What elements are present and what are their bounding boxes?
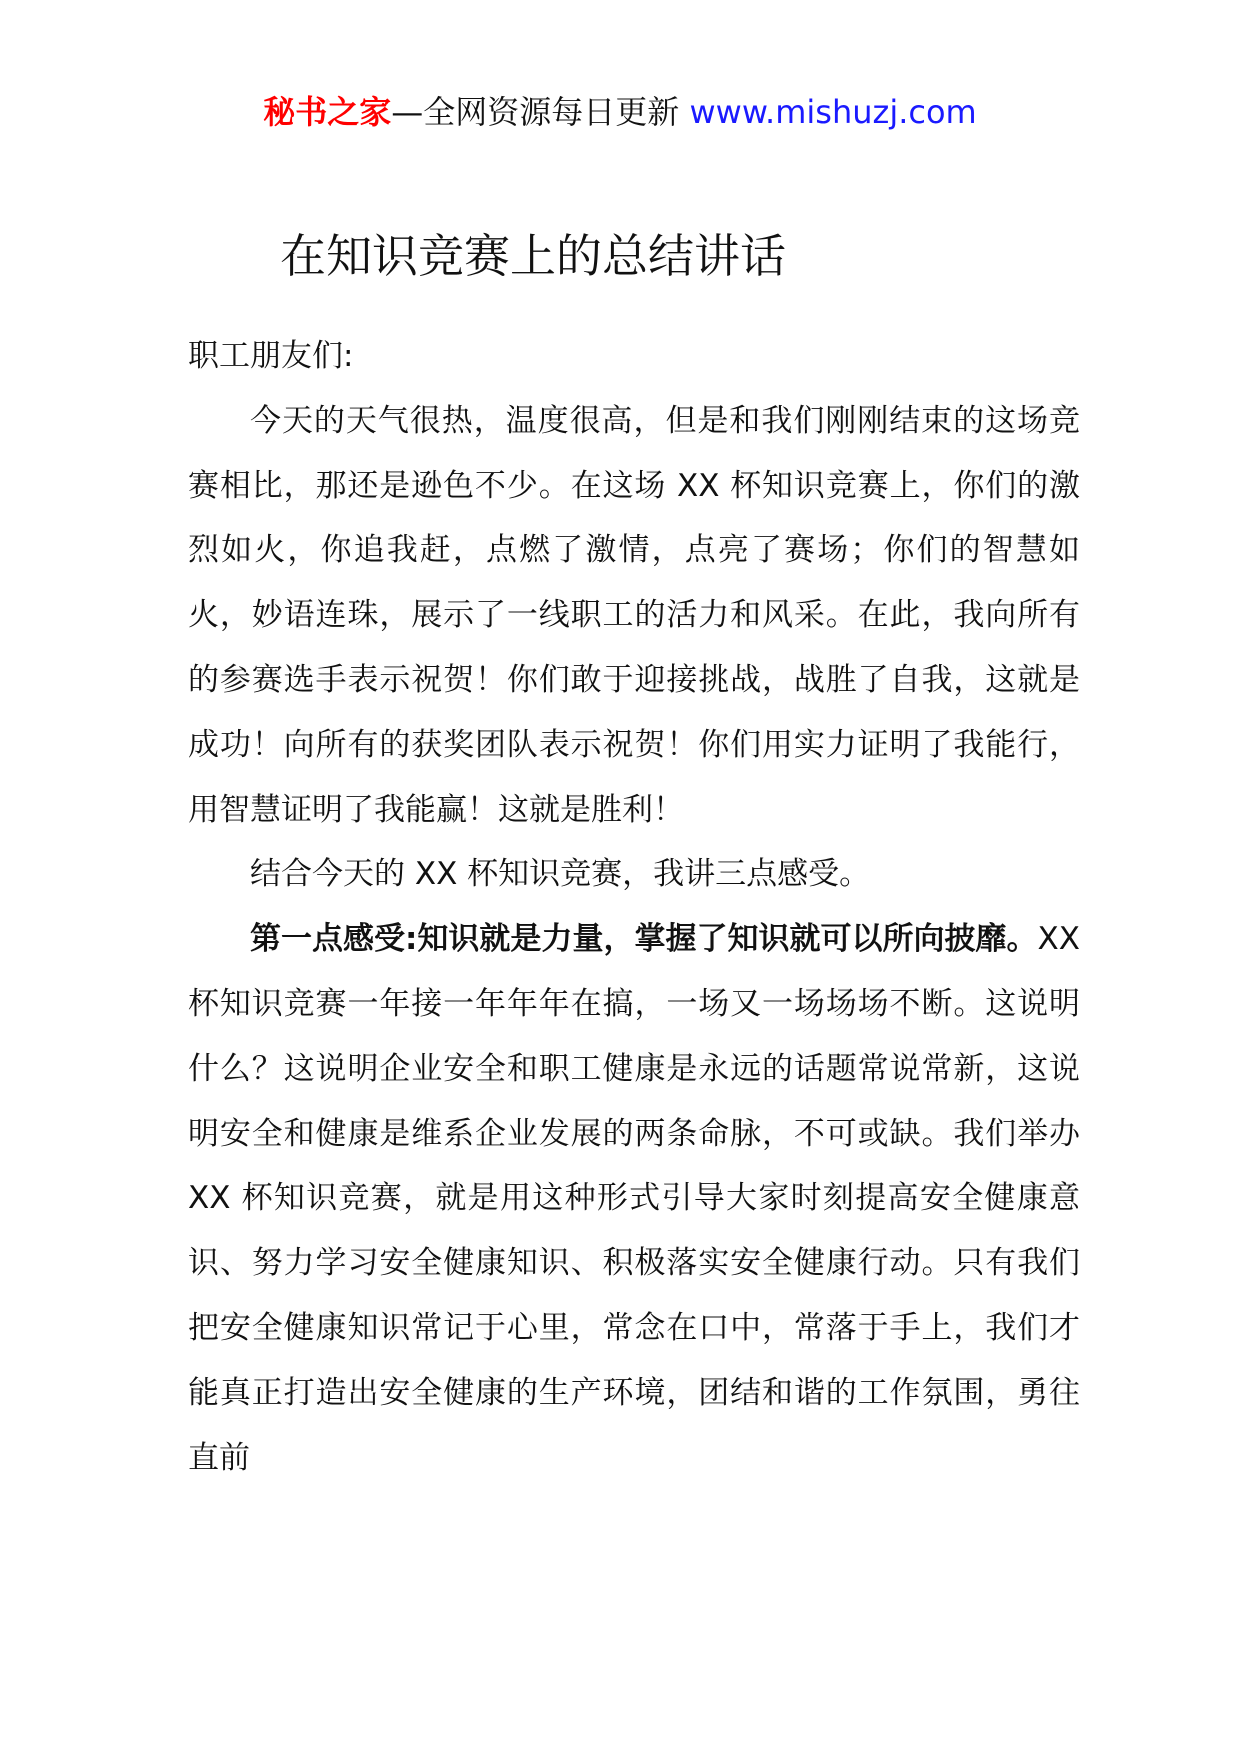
salutation: 职工朋友们: <box>188 338 354 374</box>
site-url[interactable]: www.mishuzj.com <box>689 93 977 131</box>
paragraph: 今天的天气很热，温度很高，但是和我们刚刚结束的这场竞赛相比，那还是逊色不少。在这场 XX 杯知识竞赛上，你们的激烈如火，你追我赶，点燃了激情，点亮了赛场；你们的智慧如火，妙语连珠，展示了一线职工的活力和风采。在此，我向所有的参赛选手表示祝贺！你们敢于迎接挑战，战胜了自我，这就是成功！向所有的获奖团队表示祝贺！你们用实力证明了我能行，用智慧证明了我能赢！这就是胜利！ <box>188 402 1080 828</box>
paragraph: 结合今天的 XX 杯知识竞赛，我讲三点感受。 <box>250 856 871 893</box>
brand-name: 秘书之家 <box>263 93 392 131</box>
paragraph <box>188 907 1080 1490</box>
section-heading: 第一点感受:知识就是力量，掌握了知识就可以所向披靡。 <box>250 921 1038 958</box>
document-title: 在知识竞赛上的总结讲话 <box>280 229 786 283</box>
document-body <box>188 324 1080 1490</box>
site-header <box>0 90 1240 134</box>
header-tagline: —全网资源每日更新 <box>391 93 690 131</box>
paragraph-text: XX 杯知识竞赛一年接一年年年在搞，一场又一场场场不断。这说明什么？这说明企业安全和职工健康是永远的话题常说常新，这说明安全和健康是维系企业发展的两条命脉，不可或缺。我们举办 XX 杯知识竞赛，就是用这种形式引导大家时刻提高安全健康意识、努力学习安全健康知识、积极落实安全健康行动。只有我们把安全健康知识常记于心里，常念在口中，常落于手上，我们才能真正打造出安全健康的生产环境，团结和谐的工作氛围，勇往直前 <box>188 921 1080 1476</box>
